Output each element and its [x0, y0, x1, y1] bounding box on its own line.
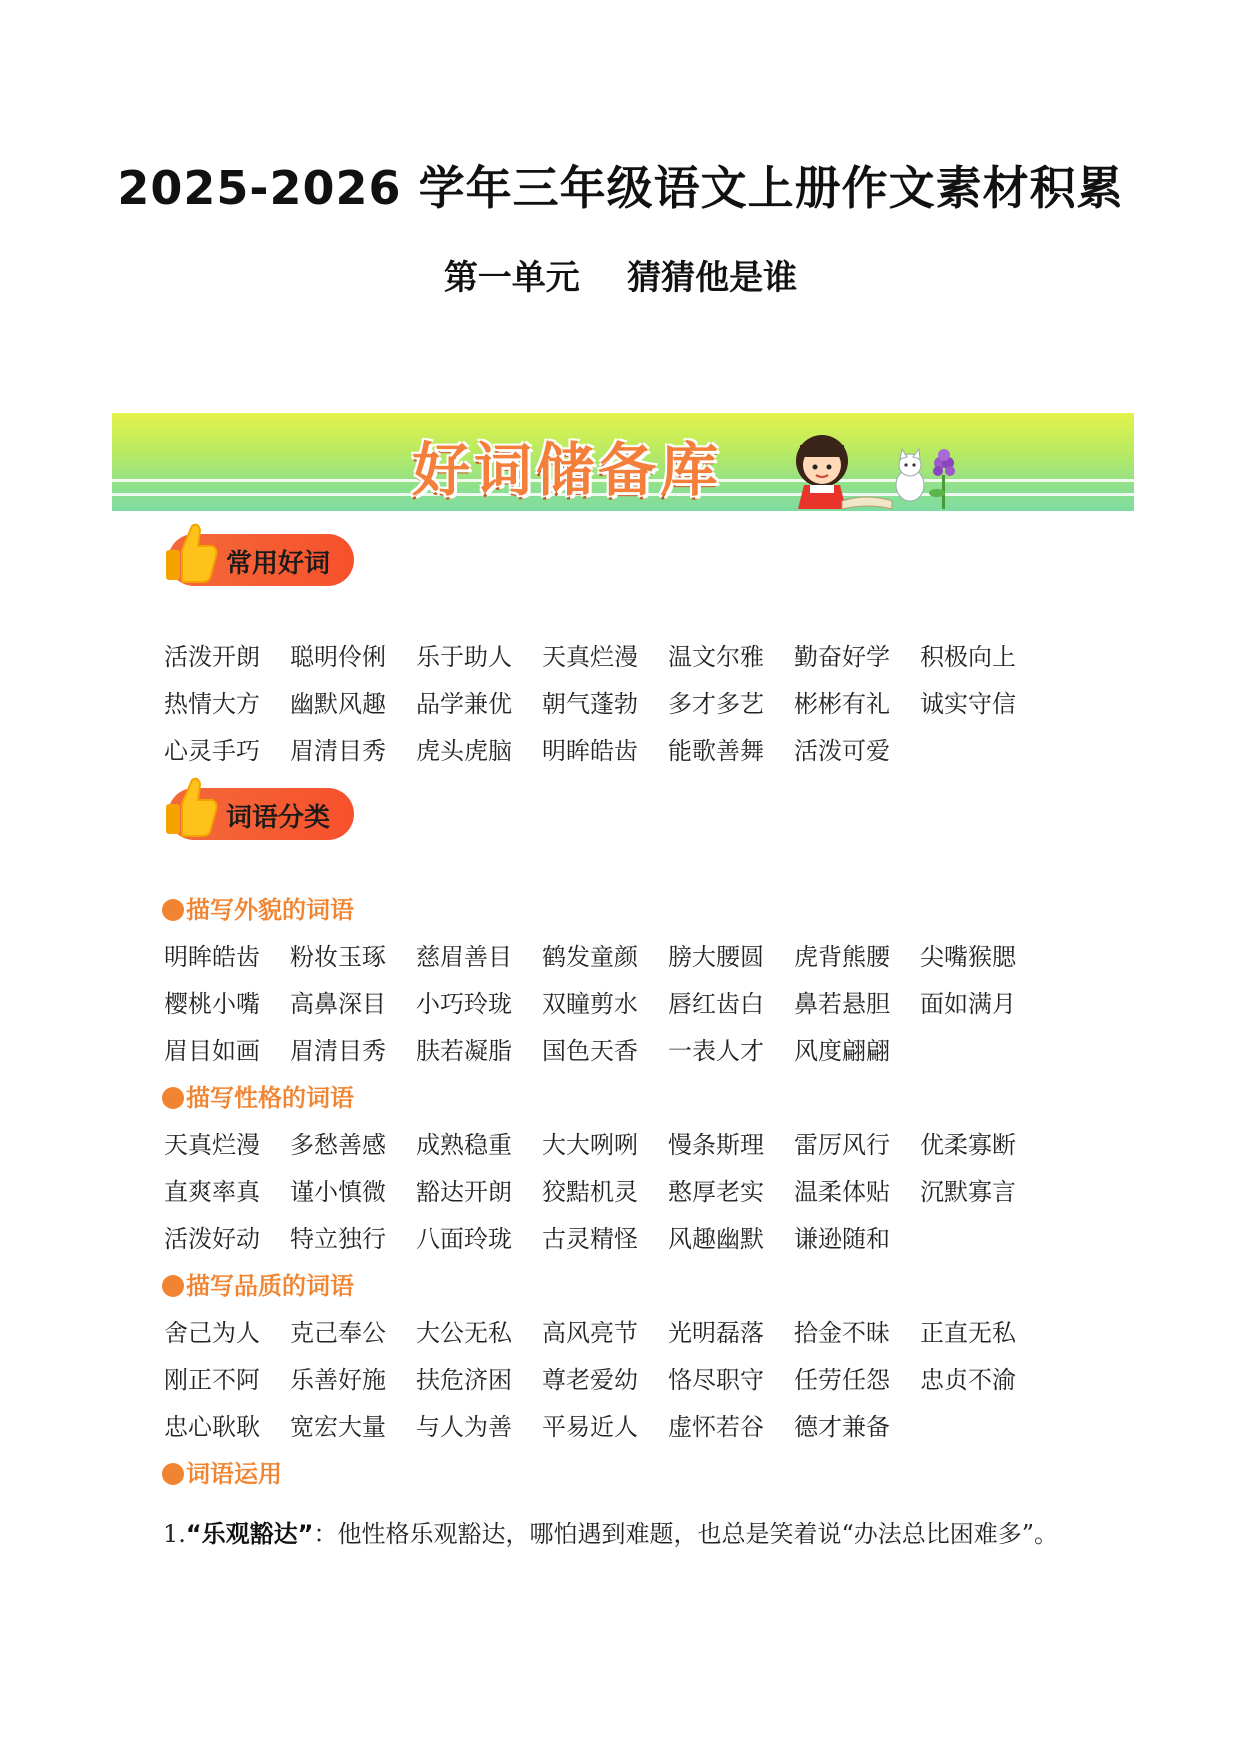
category-heading-text: 词语运用: [186, 1460, 282, 1488]
orange-dot-icon: [162, 1275, 184, 1297]
word-item: 热情大方: [164, 690, 260, 718]
word-item: 古灵精怪: [542, 1225, 638, 1253]
word-item: 恪尽职守: [668, 1366, 764, 1394]
word-item: 诚实守信: [920, 690, 1016, 718]
word-item: 直爽率真: [164, 1178, 260, 1206]
word-item: 尊老爱幼: [542, 1366, 638, 1394]
word-item: 小巧玲珑: [416, 990, 512, 1018]
category-heading: [162, 1266, 354, 1301]
section-label-classify-text: 词语分类: [226, 803, 331, 833]
word-item: 光明磊落: [668, 1319, 764, 1347]
section-label-common-text: 常用好词: [226, 549, 331, 579]
word-item: 心灵手巧: [164, 737, 260, 765]
word-row: [164, 731, 920, 766]
word-item: 风度翩翩: [794, 1037, 890, 1065]
word-item: 高鼻深目: [290, 990, 386, 1018]
word-item: 鹤发童颜: [542, 943, 638, 971]
page-title: 2025-2026 学年三年级语文上册作文素材积累: [117, 161, 1124, 215]
word-item: 高风亮节: [542, 1319, 638, 1347]
word-item: 扶危济困: [416, 1366, 512, 1394]
word-item: 大公无私: [416, 1319, 512, 1347]
word-row: [164, 637, 1046, 672]
word-item: 克己奉公: [290, 1319, 386, 1347]
category-heading-text: 描写外貌的词语: [186, 896, 354, 924]
section-label-common: [168, 534, 354, 586]
word-item: 活泼可爱: [794, 737, 890, 765]
word-item: 多才多艺: [668, 690, 764, 718]
word-item: 慈眉善目: [416, 943, 512, 971]
word-item: 鼻若悬胆: [794, 990, 890, 1018]
word-item: 憨厚老实: [668, 1178, 764, 1206]
word-item: 忠贞不渝: [920, 1366, 1016, 1394]
word-row: [164, 1313, 1046, 1348]
word-item: 天真烂漫: [164, 1131, 260, 1159]
word-item: 品学兼优: [416, 690, 512, 718]
word-item: 积极向上: [920, 643, 1016, 671]
word-item: 乐善好施: [290, 1366, 386, 1394]
word-item: 明眸皓齿: [542, 737, 638, 765]
word-item: 面如满月: [920, 990, 1016, 1018]
word-item: 平易近人: [542, 1413, 638, 1441]
word-item: 虚怀若谷: [668, 1413, 764, 1441]
word-item: 狡黠机灵: [542, 1178, 638, 1206]
word-item: 谨小慎微: [290, 1178, 386, 1206]
word-item: 活泼好动: [164, 1225, 260, 1253]
banner-title: 好词储备库: [412, 436, 723, 504]
word-item: 成熟稳重: [416, 1131, 512, 1159]
word-item: 德才兼备: [794, 1413, 890, 1441]
word-item: 拾金不昧: [794, 1319, 890, 1347]
usage-sentence: 他性格乐观豁达，哪怕遇到难题，也总是笑着说“办法总比困难多”。: [337, 1520, 1058, 1548]
word-item: 豁达开朗: [416, 1178, 512, 1206]
word-item: 八面玲珑: [416, 1225, 512, 1253]
word-item: 活泼开朗: [164, 643, 260, 671]
word-item: 天真烂漫: [542, 643, 638, 671]
word-row: [164, 1172, 1046, 1207]
word-item: 眉清目秀: [290, 1037, 386, 1065]
word-item: 舍己为人: [164, 1319, 260, 1347]
word-row: [164, 1407, 920, 1442]
orange-dot-icon: [162, 899, 184, 921]
word-item: 特立独行: [290, 1225, 386, 1253]
word-item: 大大咧咧: [542, 1131, 638, 1159]
word-item: 膀大腰圆: [668, 943, 764, 971]
word-item: 聪明伶俐: [290, 643, 386, 671]
word-item: 任劳任怨: [794, 1366, 890, 1394]
orange-dot-icon: [162, 1463, 184, 1485]
word-item: 虎背熊腰: [794, 943, 890, 971]
word-item: 优柔寡断: [920, 1131, 1016, 1159]
thumbs-up-icon: [162, 774, 218, 840]
word-row: [164, 1031, 920, 1066]
category-heading: [162, 890, 354, 925]
word-item: 虎头虎脑: [416, 737, 512, 765]
vocabulary-banner: [112, 413, 1134, 511]
girl-reading-illustration: [782, 415, 1012, 511]
word-item: 明眸皓齿: [164, 943, 260, 971]
word-item: 雷厉风行: [794, 1131, 890, 1159]
word-row: [164, 937, 1046, 972]
word-item: 肤若凝脂: [416, 1037, 512, 1065]
word-item: 一表人才: [668, 1037, 764, 1065]
word-item: 唇红齿白: [668, 990, 764, 1018]
word-item: 刚正不阿: [164, 1366, 260, 1394]
word-item: 眉目如画: [164, 1037, 260, 1065]
page-subtitle: 第一单元 猜猜他是谁: [443, 258, 798, 298]
word-item: 幽默风趣: [290, 690, 386, 718]
word-item: 能歌善舞: [668, 737, 764, 765]
usage-colon: ：: [313, 1520, 338, 1548]
word-item: 樱桃小嘴: [164, 990, 260, 1018]
word-item: 宽宏大量: [290, 1413, 386, 1441]
word-row: [164, 1360, 1046, 1395]
word-item: 多愁善感: [290, 1131, 386, 1159]
word-item: 正直无私: [920, 1319, 1016, 1347]
word-item: 与人为善: [416, 1413, 512, 1441]
thumbs-up-icon: [162, 520, 218, 586]
word-item: 眉清目秀: [290, 737, 386, 765]
usage-example: [113, 1510, 1073, 1558]
section-label-classify: [168, 788, 354, 840]
category-heading: [162, 1078, 354, 1113]
word-item: 忠心耿耿: [164, 1413, 260, 1441]
category-heading-text: 描写品质的词语: [186, 1272, 354, 1300]
category-heading-text: 描写性格的词语: [186, 1084, 354, 1112]
word-item: 温文尔雅: [668, 643, 764, 671]
word-item: 慢条斯理: [668, 1131, 764, 1159]
usage-term: “乐观豁达”: [185, 1520, 314, 1548]
word-item: 双瞳剪水: [542, 990, 638, 1018]
category-heading: [162, 1454, 282, 1489]
usage-number: 1.: [163, 1520, 186, 1548]
word-item: 彬彬有礼: [794, 690, 890, 718]
word-row: [164, 1125, 1046, 1160]
word-row: [164, 1219, 920, 1254]
word-item: 温柔体贴: [794, 1178, 890, 1206]
word-item: 尖嘴猴腮: [920, 943, 1016, 971]
word-item: 沉默寡言: [920, 1178, 1016, 1206]
word-item: 国色天香: [542, 1037, 638, 1065]
word-item: 勤奋好学: [794, 643, 890, 671]
word-item: 乐于助人: [416, 643, 512, 671]
word-row: [164, 984, 1046, 1019]
word-row: [164, 684, 1046, 719]
orange-dot-icon: [162, 1087, 184, 1109]
word-item: 粉妆玉琢: [290, 943, 386, 971]
word-item: 风趣幽默: [668, 1225, 764, 1253]
word-item: 谦逊随和: [794, 1225, 890, 1253]
word-item: 朝气蓬勃: [542, 690, 638, 718]
